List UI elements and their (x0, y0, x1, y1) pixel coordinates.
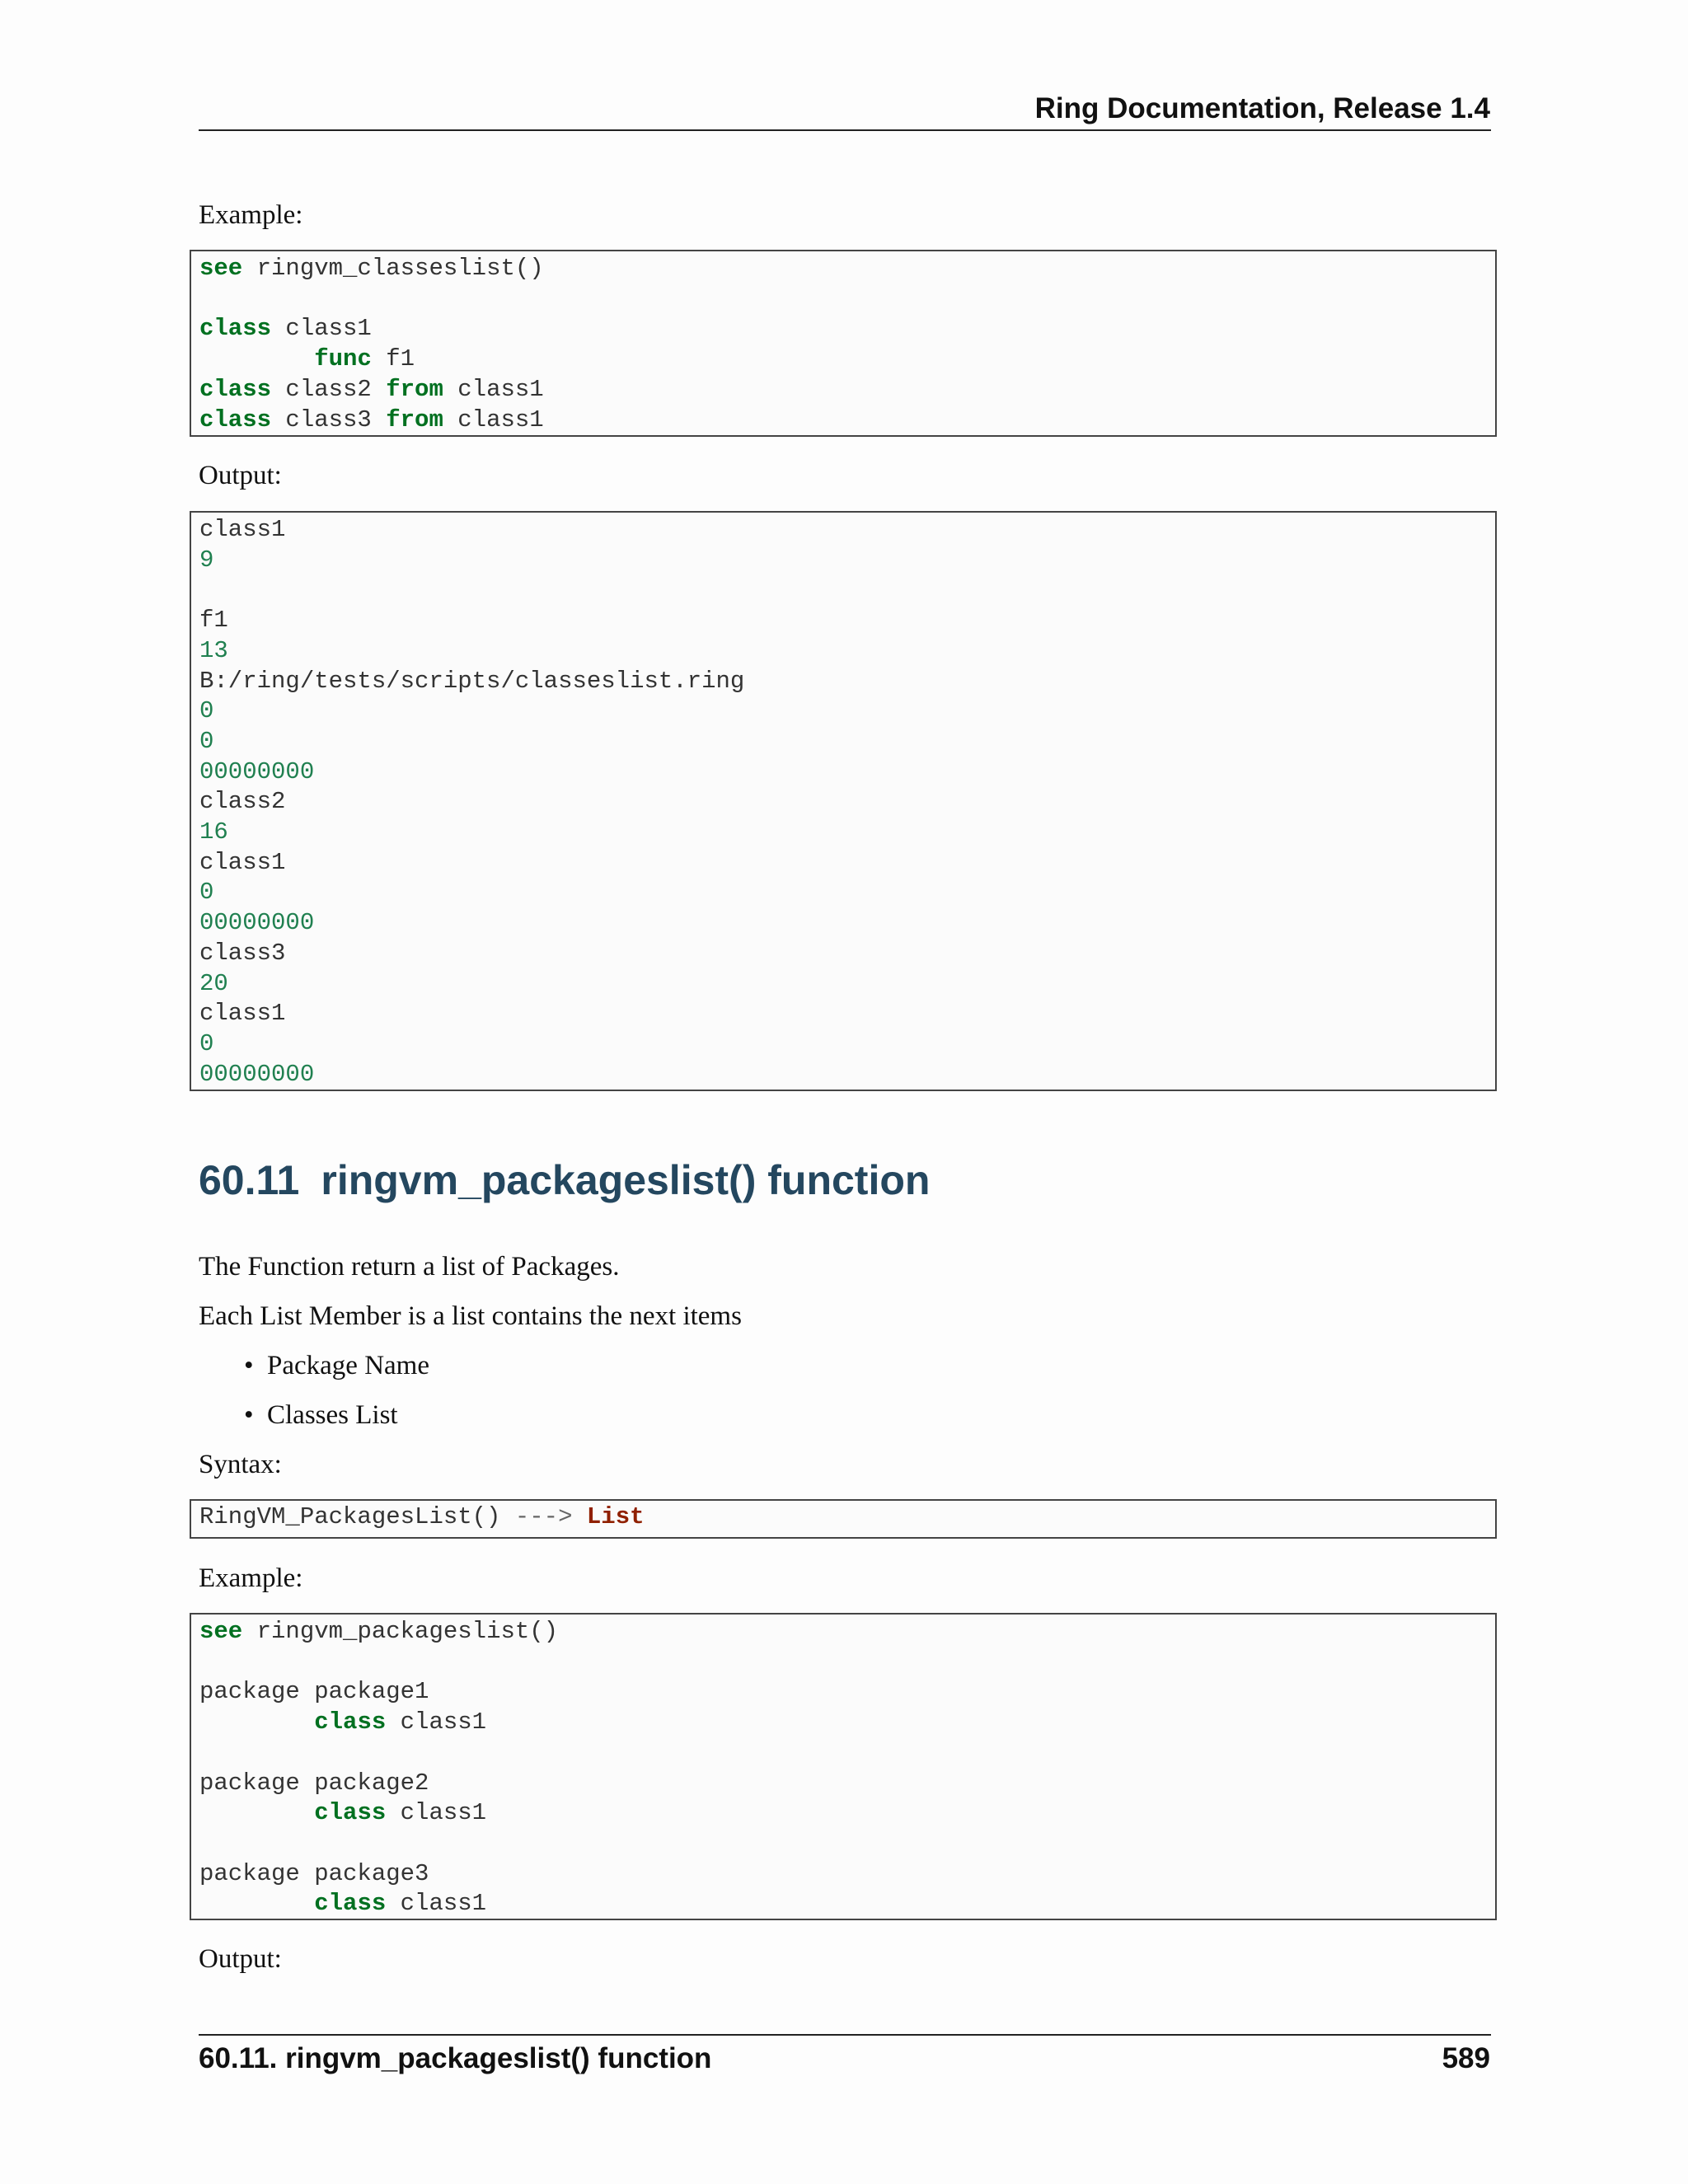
bullet-text: Package Name (267, 1351, 429, 1380)
code-line (199, 546, 213, 574)
running-header-title: Ring Documentation, Release 1.4 (1034, 92, 1490, 124)
code-text: B:/ring/tests/scripts/classeslist.ring (199, 667, 745, 695)
code-line (199, 758, 314, 785)
code-indent (199, 345, 314, 373)
code-line (199, 1708, 486, 1736)
code-indent (199, 1708, 314, 1736)
code-line (199, 637, 228, 664)
example-label: Example: (199, 200, 303, 230)
output-label: Output: (199, 1944, 282, 1974)
code-number: 00000000 (199, 757, 315, 785)
code-text: ringvm_packageslist() (242, 1618, 559, 1645)
code-line (199, 1860, 429, 1887)
code-text: class1 (443, 375, 544, 403)
code-line (199, 376, 544, 403)
code-line (199, 970, 228, 997)
code-number: 0 (199, 697, 214, 725)
code-block-example-packageslist[interactable] (190, 1613, 1497, 1920)
code-line (199, 697, 213, 724)
section-heading (199, 1156, 930, 1204)
code-line (199, 940, 285, 967)
syntax-return-type: List (586, 1503, 645, 1530)
code-block-example-classeslist[interactable] (190, 250, 1497, 437)
code-text: f1 (371, 345, 415, 373)
code-number: 16 (199, 818, 228, 846)
code-line (199, 1678, 429, 1705)
code-line (199, 788, 285, 815)
code-line (199, 909, 314, 936)
code-number: 00000000 (199, 1060, 315, 1088)
code-keyword: class (199, 375, 272, 403)
code-text: ringvm_classeslist() (242, 255, 544, 282)
code-line (199, 879, 213, 906)
code-text: class1 (386, 1708, 487, 1736)
code-text: package package1 (199, 1678, 429, 1706)
code-line (199, 1769, 429, 1797)
code-indent (199, 1799, 314, 1826)
footer-divider (199, 2034, 1491, 2036)
code-line (199, 849, 285, 876)
code-text: class3 (271, 405, 387, 434)
intro-paragraph: The Function return a list of Packages. (199, 1252, 620, 1282)
code-text: class1 (386, 1799, 487, 1827)
code-text: class1 (199, 848, 286, 876)
code-line (199, 1890, 486, 1917)
code-keyword: class (199, 405, 272, 434)
code-line (199, 818, 228, 846)
code-text: class2 (199, 788, 286, 816)
code-keyword: func (314, 345, 372, 373)
code-example-classeslist (191, 251, 1495, 435)
bullet-list-item (244, 1400, 398, 1431)
code-line (199, 1799, 486, 1826)
code-text: class2 (271, 375, 387, 403)
code-line (199, 1000, 285, 1027)
code-line (199, 607, 228, 634)
code-text: class1 (199, 516, 286, 543)
header-divider (199, 129, 1491, 131)
code-keyword: class (199, 315, 272, 343)
members-paragraph: Each List Member is a list contains the next items (199, 1301, 742, 1331)
code-line (199, 1030, 213, 1057)
bullet-list-item (244, 1351, 429, 1381)
code-text: package package2 (199, 1769, 429, 1797)
code-line (199, 315, 372, 342)
bullet-marker: • (244, 1400, 254, 1430)
code-number: 9 (199, 546, 214, 574)
code-number: 0 (199, 727, 214, 755)
code-number: 0 (199, 879, 214, 907)
code-syntax (191, 1501, 1495, 1533)
code-keyword: class (314, 1890, 387, 1918)
code-example-packageslist (191, 1615, 1495, 1919)
code-text: class1 (271, 315, 372, 343)
code-keyword: class (314, 1799, 387, 1827)
code-line (199, 516, 285, 543)
bullet-marker: • (244, 1351, 254, 1380)
code-indent (199, 1890, 314, 1917)
code-line (199, 255, 544, 282)
footer-section-title: 60.11. ringvm_packageslist() function (199, 2042, 712, 2074)
code-text: class1 (386, 1890, 487, 1918)
code-keyword: see (199, 1618, 243, 1645)
code-line (199, 1618, 558, 1645)
code-number: 00000000 (199, 909, 315, 937)
syntax-arrow: ---> (514, 1503, 573, 1530)
code-keyword: see (199, 255, 243, 282)
code-text: f1 (199, 607, 228, 635)
code-keyword: from (386, 405, 443, 434)
code-block-syntax[interactable] (190, 1499, 1497, 1539)
code-line (199, 668, 744, 695)
example-label: Example: (199, 1563, 303, 1593)
code-number: 0 (199, 1029, 214, 1057)
code-number: 20 (199, 969, 228, 997)
bullet-text: Classes List (267, 1400, 398, 1430)
section-number: 60.11 (199, 1157, 300, 1203)
syntax-label: Syntax: (199, 1450, 282, 1479)
code-line (199, 406, 544, 434)
syntax-function: RingVM_PackagesList() (199, 1503, 501, 1530)
code-text: class1 (443, 405, 544, 434)
code-number: 13 (199, 636, 228, 664)
code-keyword: class (314, 1708, 387, 1736)
code-text: class1 (199, 1000, 286, 1028)
code-text: class3 (199, 939, 286, 967)
code-text: package package3 (199, 1859, 429, 1887)
code-keyword: from (386, 375, 443, 403)
code-output-classeslist (191, 513, 1495, 1090)
code-line (199, 1061, 314, 1088)
code-block-output-classeslist[interactable] (190, 511, 1497, 1091)
section-heading-text: ringvm_packageslist() function (321, 1157, 931, 1203)
code-line (199, 728, 213, 755)
code-line (199, 345, 415, 373)
output-label: Output: (199, 461, 282, 490)
footer-page-number: 589 (1442, 2042, 1490, 2074)
